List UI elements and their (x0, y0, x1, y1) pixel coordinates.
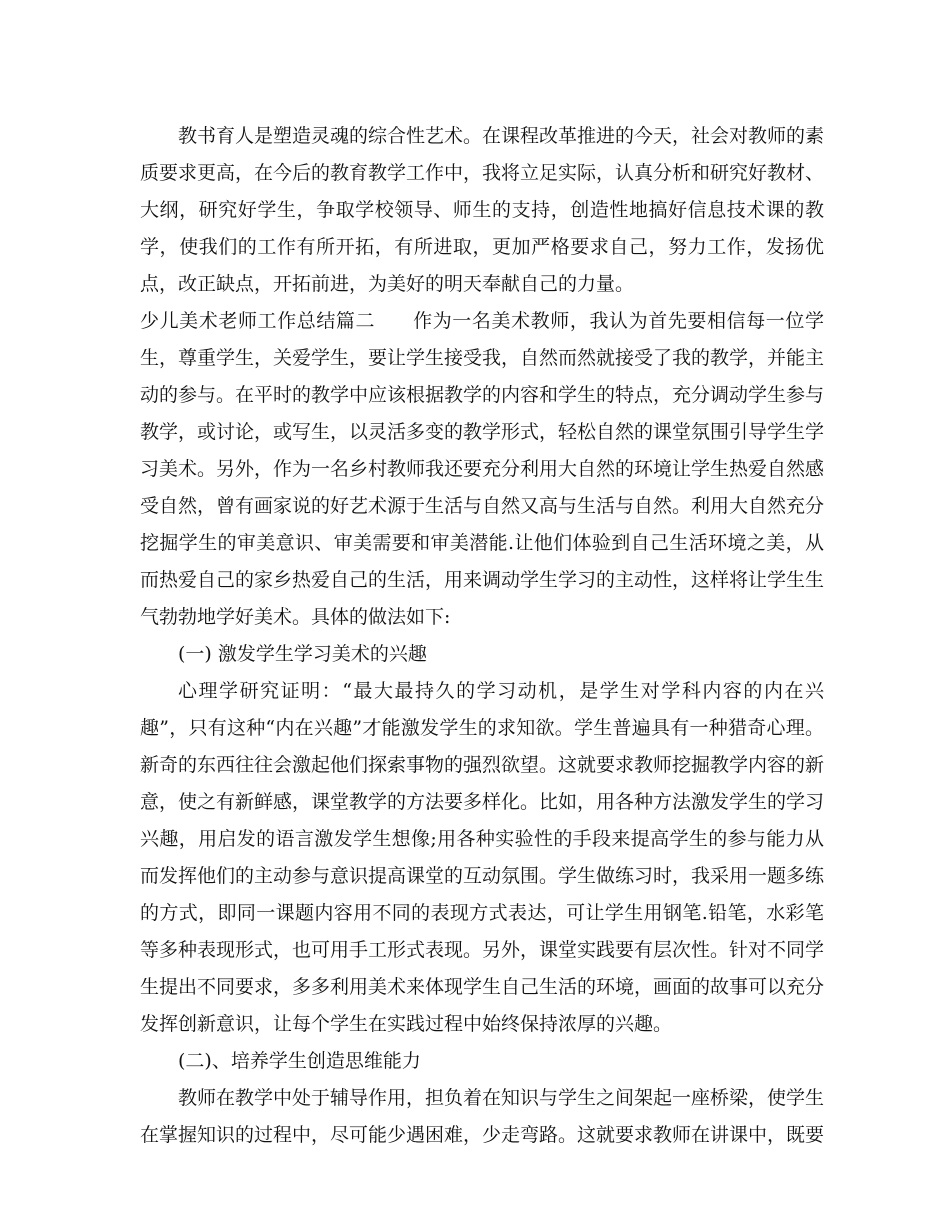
subheading-2: (二)、培养学生创造思维能力 (178, 1050, 421, 1072)
subheading-1: (一) 激发学生学习美术的兴趣 (178, 643, 427, 665)
paragraph-4: 教师在教学中处于辅导作用，担负着在知识与学生之间架起一座桥梁，使学生在掌握知识的过程中，尽可能少遇困难，少走弯路。这就要求教师在讲课中，既要 (140, 1087, 825, 1146)
paragraph-2 (140, 303, 824, 636)
paragraph-2-text: 作为一名美术教师，我认为首先要相信每一位学生，尊重学生，关爱学生，要让学生接受我，自然而然就接受了我的教学，并能主动的参与。在平时的教学中应该根据教学的内容和学生的特点，充分调动学生参与教学，或讨论，或写生，以灵活多变的教学形式，轻松自然的课堂氛围引导学生学习美术。另外，作为一名乡村教师我还要充分利用大自然的环境让学生热爱自然感受自然，曾有画家说的好艺术源于生活与自然又高与生活与自然。利用大自然充分挖掘学生的审美意识、审美需要和审美潜能.让他们体验到自己生活环境之美，从而热爱自己的家乡热爱自己的生活，用来调动学生学习的主动性，这样将让学生生气勃勃地学好美术。具体的做法如下: (140, 310, 825, 628)
section-title: 少儿美术老师工作总结篇二 (140, 310, 376, 332)
paragraph-1: 教书育人是塑造灵魂的综合性艺术。在课程改革推进的今天，社会对教师的素质要求更高，在今后的教育教学工作中，我将立足实际，认真分析和研究好教材、大纲，研究好学生，争取学校领导、师生的支持，创造性地搞好信息技术课的教学，使我们的工作有所开拓，有所进取，更加严格要求自己，努力工作，发扬优点，改正缺点，开拓前进，为美好的明天奉献自己的力量。 (140, 125, 825, 295)
document-body (140, 118, 824, 1154)
paragraph-3: 心理学研究证明：“最大最持久的学习动机，是学生对学科内容的内在兴趣”，只有这种“内在兴趣”才能激发学生的求知欲。学生普遍具有一种猎奇心理。新奇的东西往往会激起他们探索事物的强烈欲望。这就要求教师挖掘教学内容的新意，使之有新鲜感，课堂教学的方法要多样化。比如，用各种方法激发学生的学习兴趣，用启发的语言激发学生想像;用各种实验性的手段来提高学生的参与能力从而发挥他们的主动参与意识提高课堂的互动氛围。学生做练习时，我采用一题多练的方式，即同一课题内容用不同的表现方式表达，可让学生用钢笔.铅笔，水彩笔等多种表现形式，也可用手工形式表现。另外，课堂实践要有层次性。针对不同学生提出不同要求，多多利用美术来体现学生自己生活的环境，画面的故事可以充分发挥创新意识，让每个学生在实践过程中始终保持浓厚的兴趣。 (140, 680, 825, 1035)
